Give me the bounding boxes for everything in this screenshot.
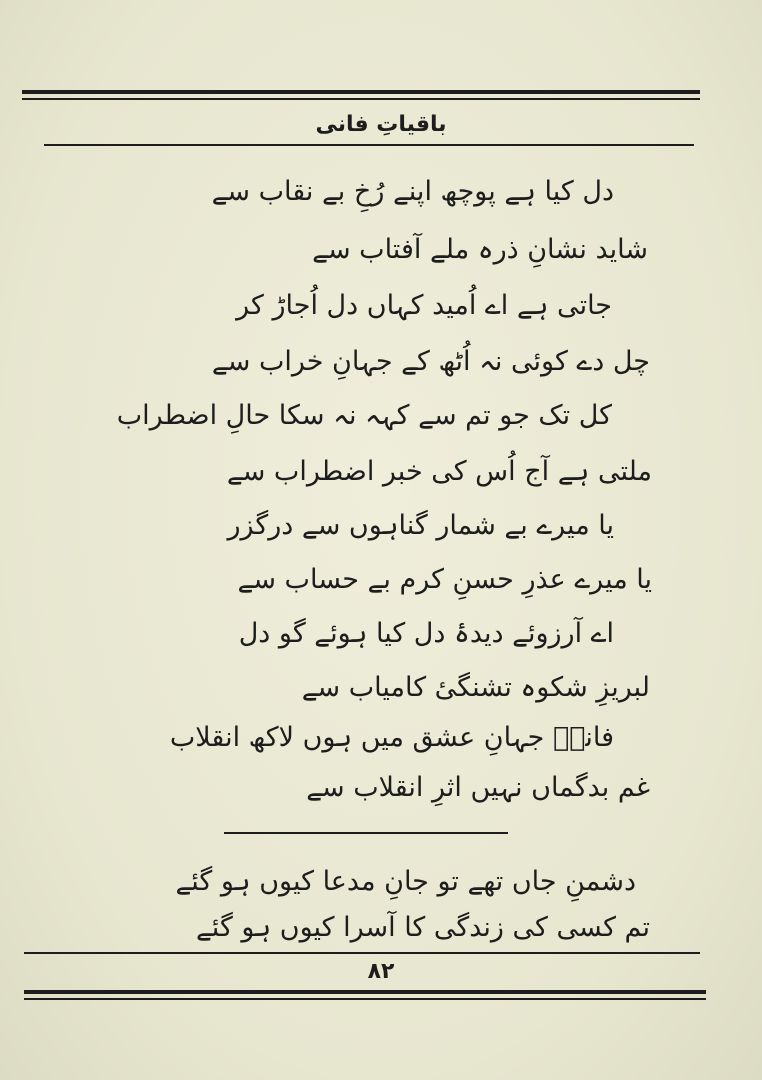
verse-line: لبریزِ شکوہ تشنگیٔ کامیاب سے: [301, 672, 650, 703]
footer-verse-line: تم کسی کی زندگی کا آسرا کیوں ہو گئے: [195, 912, 650, 943]
verse-line: شاید نشانِ ذرہ ملے آفتاب سے: [312, 234, 648, 265]
verse-line: جاتی ہے اے اُمید کہاں دل اُجاڑ کر: [236, 290, 612, 321]
page-number: ۸۲: [367, 959, 395, 984]
page-header-title: باقیاتِ فانی: [315, 112, 447, 137]
verse-line: یا میرے بے شمار گناہوں سے درگزر: [227, 510, 614, 541]
bottom-rule-thin: [24, 952, 700, 954]
top-rule-thin: [22, 98, 700, 100]
verse-line: غم بدگماں نہیں اثرِ انقلاب سے: [306, 772, 650, 803]
separator-rule: [224, 832, 508, 834]
verse-line: یا میرے عذرِ حسنِ کرم بے حساب سے: [237, 564, 652, 595]
bottom-rule-thick-2: [24, 998, 706, 1000]
footer-verse-line: دشمنِ جاں تھے تو جانِ مدعا کیوں ہو گئے: [175, 866, 636, 897]
header-underline: [44, 144, 694, 146]
top-rule-thick: [22, 90, 700, 94]
verse-line: ملتی ہے آج اُس کی خبر اضطراب سے: [226, 456, 652, 487]
verse-line: فانیؔ جہانِ عشق میں ہوں لاکھ انقلاب: [169, 722, 614, 753]
verse-line: چل دے کوئی نہ اُٹھ کے جہانِ خراب سے: [211, 346, 650, 377]
verse-line: دل کیا ہے پوچھ اپنے رُخِ بے نقاب سے: [211, 176, 614, 207]
verse-line: اے آرزوئے دیدۂ دل کیا ہوئے گو دل: [238, 618, 614, 649]
verse-line: کل تک جو تم سے کہہ نہ سکا حالِ اضطراب: [116, 400, 612, 431]
bottom-rule-thick-1: [24, 990, 706, 994]
